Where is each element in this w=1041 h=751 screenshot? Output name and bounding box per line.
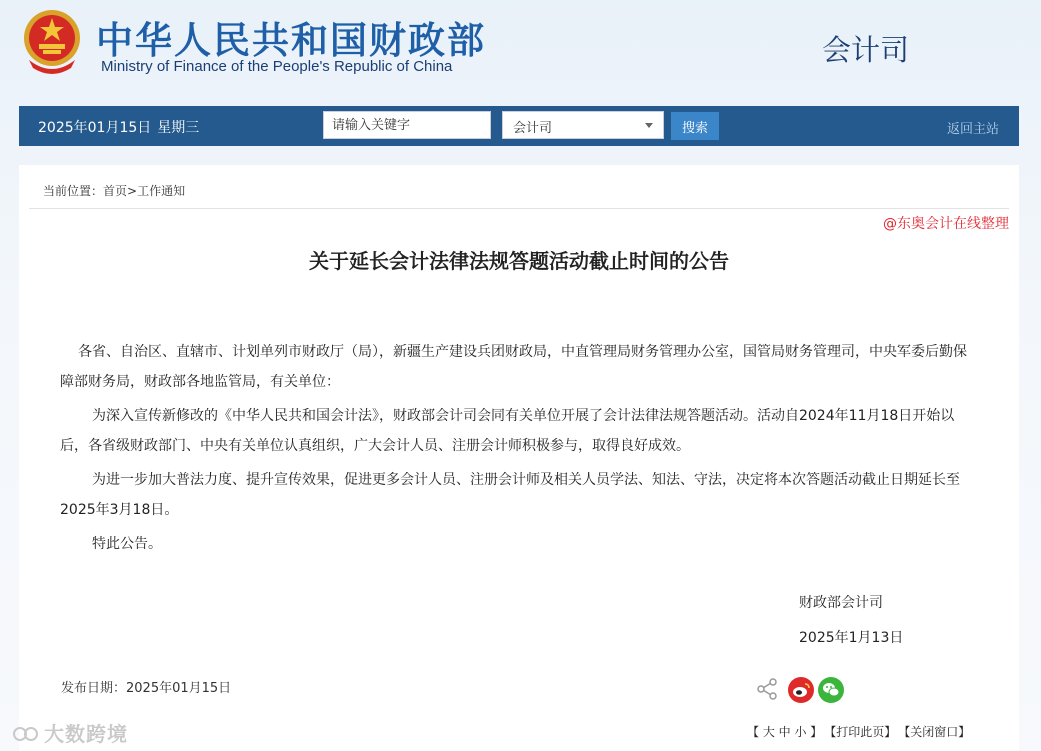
close-window-link[interactable]: 【关闭窗口】 [904,725,971,739]
search-input[interactable] [323,111,491,139]
watermark-text: 大数跨境 [44,722,128,746]
search-scope-select[interactable] [502,111,664,139]
department-title: 会计司 [822,33,910,67]
date-text: 2025年01月15日 [38,120,152,136]
signature-org: 财政部会计司 [799,595,883,611]
share-icon[interactable] [756,678,778,700]
site-header [0,0,1041,100]
font-size-tool[interactable]: 【 大 中 小 】 [747,725,823,739]
breadcrumb-home[interactable]: 首页 [103,184,128,198]
signature-date: 2025年1月13日 [799,630,904,646]
chevron-down-icon [645,123,653,128]
article-body [60,337,980,563]
publish-date [61,677,231,696]
site-title-en: Ministry of Finance of the People's Republic of China [101,58,453,75]
breadcrumb-separator: > [127,184,138,198]
page-tools [747,723,978,740]
breadcrumb-current[interactable]: 工作通知 [137,184,186,198]
weibo-icon[interactable] [788,677,814,703]
print-page-link[interactable]: 【打印此页】 [830,725,897,739]
national-emblem-icon [21,8,83,74]
search-scope-value: 会计司 [513,121,553,136]
article-paragraph: 为进一步加大普法力度、提升宣传效果，促进更多会计人员、注册会计师及相关人员学法、知法、守法，决定将本次答题活动截止日期延长至2025年3月18日。 [60,472,960,518]
article-closing: 特此公告。 [92,536,162,552]
watermark-logo-icon [12,724,40,744]
article-panel [19,165,1019,751]
publish-date-value: 2025年01月15日 [126,681,232,696]
breadcrumb [43,182,185,199]
source-watermark: @东奥会计在线整理 [883,216,1009,232]
return-home-link[interactable]: 返回主站 [946,122,999,137]
bottom-watermark [12,718,128,747]
search-button[interactable]: 搜索 [671,112,719,140]
site-title-cn[interactable]: 中华人民共和国财政部 [96,19,486,62]
article-title: 关于延长会计法律法规答题活动截止时间的公告 [309,249,729,273]
top-navbar [19,106,1019,146]
article-paragraph: 各省、自治区、直辖市、计划单列市财政厅（局），新疆生产建设兵团财政局，中直管理局财务管理办公室，国管局财务管理司，中央军委后勤保障部财务局，财政部各地监管局，有关单位： [60,344,967,390]
wechat-icon[interactable] [818,677,844,703]
article-paragraph: 为深入宣传新修改的《中华人民共和国会计法》，财政部会计司会同有关单位开展了会计法律法规答题活动。活动自2024年11月18日开始以后，各省级财政部门、中央有关单位认真组织，广大会计人员、注册会计师积极参与，取得良好成效。 [60,408,955,454]
breadcrumb-prefix: 当前位置： [43,184,104,198]
breadcrumb-divider [29,208,1009,209]
weekday-text: 星期三 [157,120,200,136]
publish-date-label: 发布日期： [61,681,127,696]
current-date [38,117,199,137]
